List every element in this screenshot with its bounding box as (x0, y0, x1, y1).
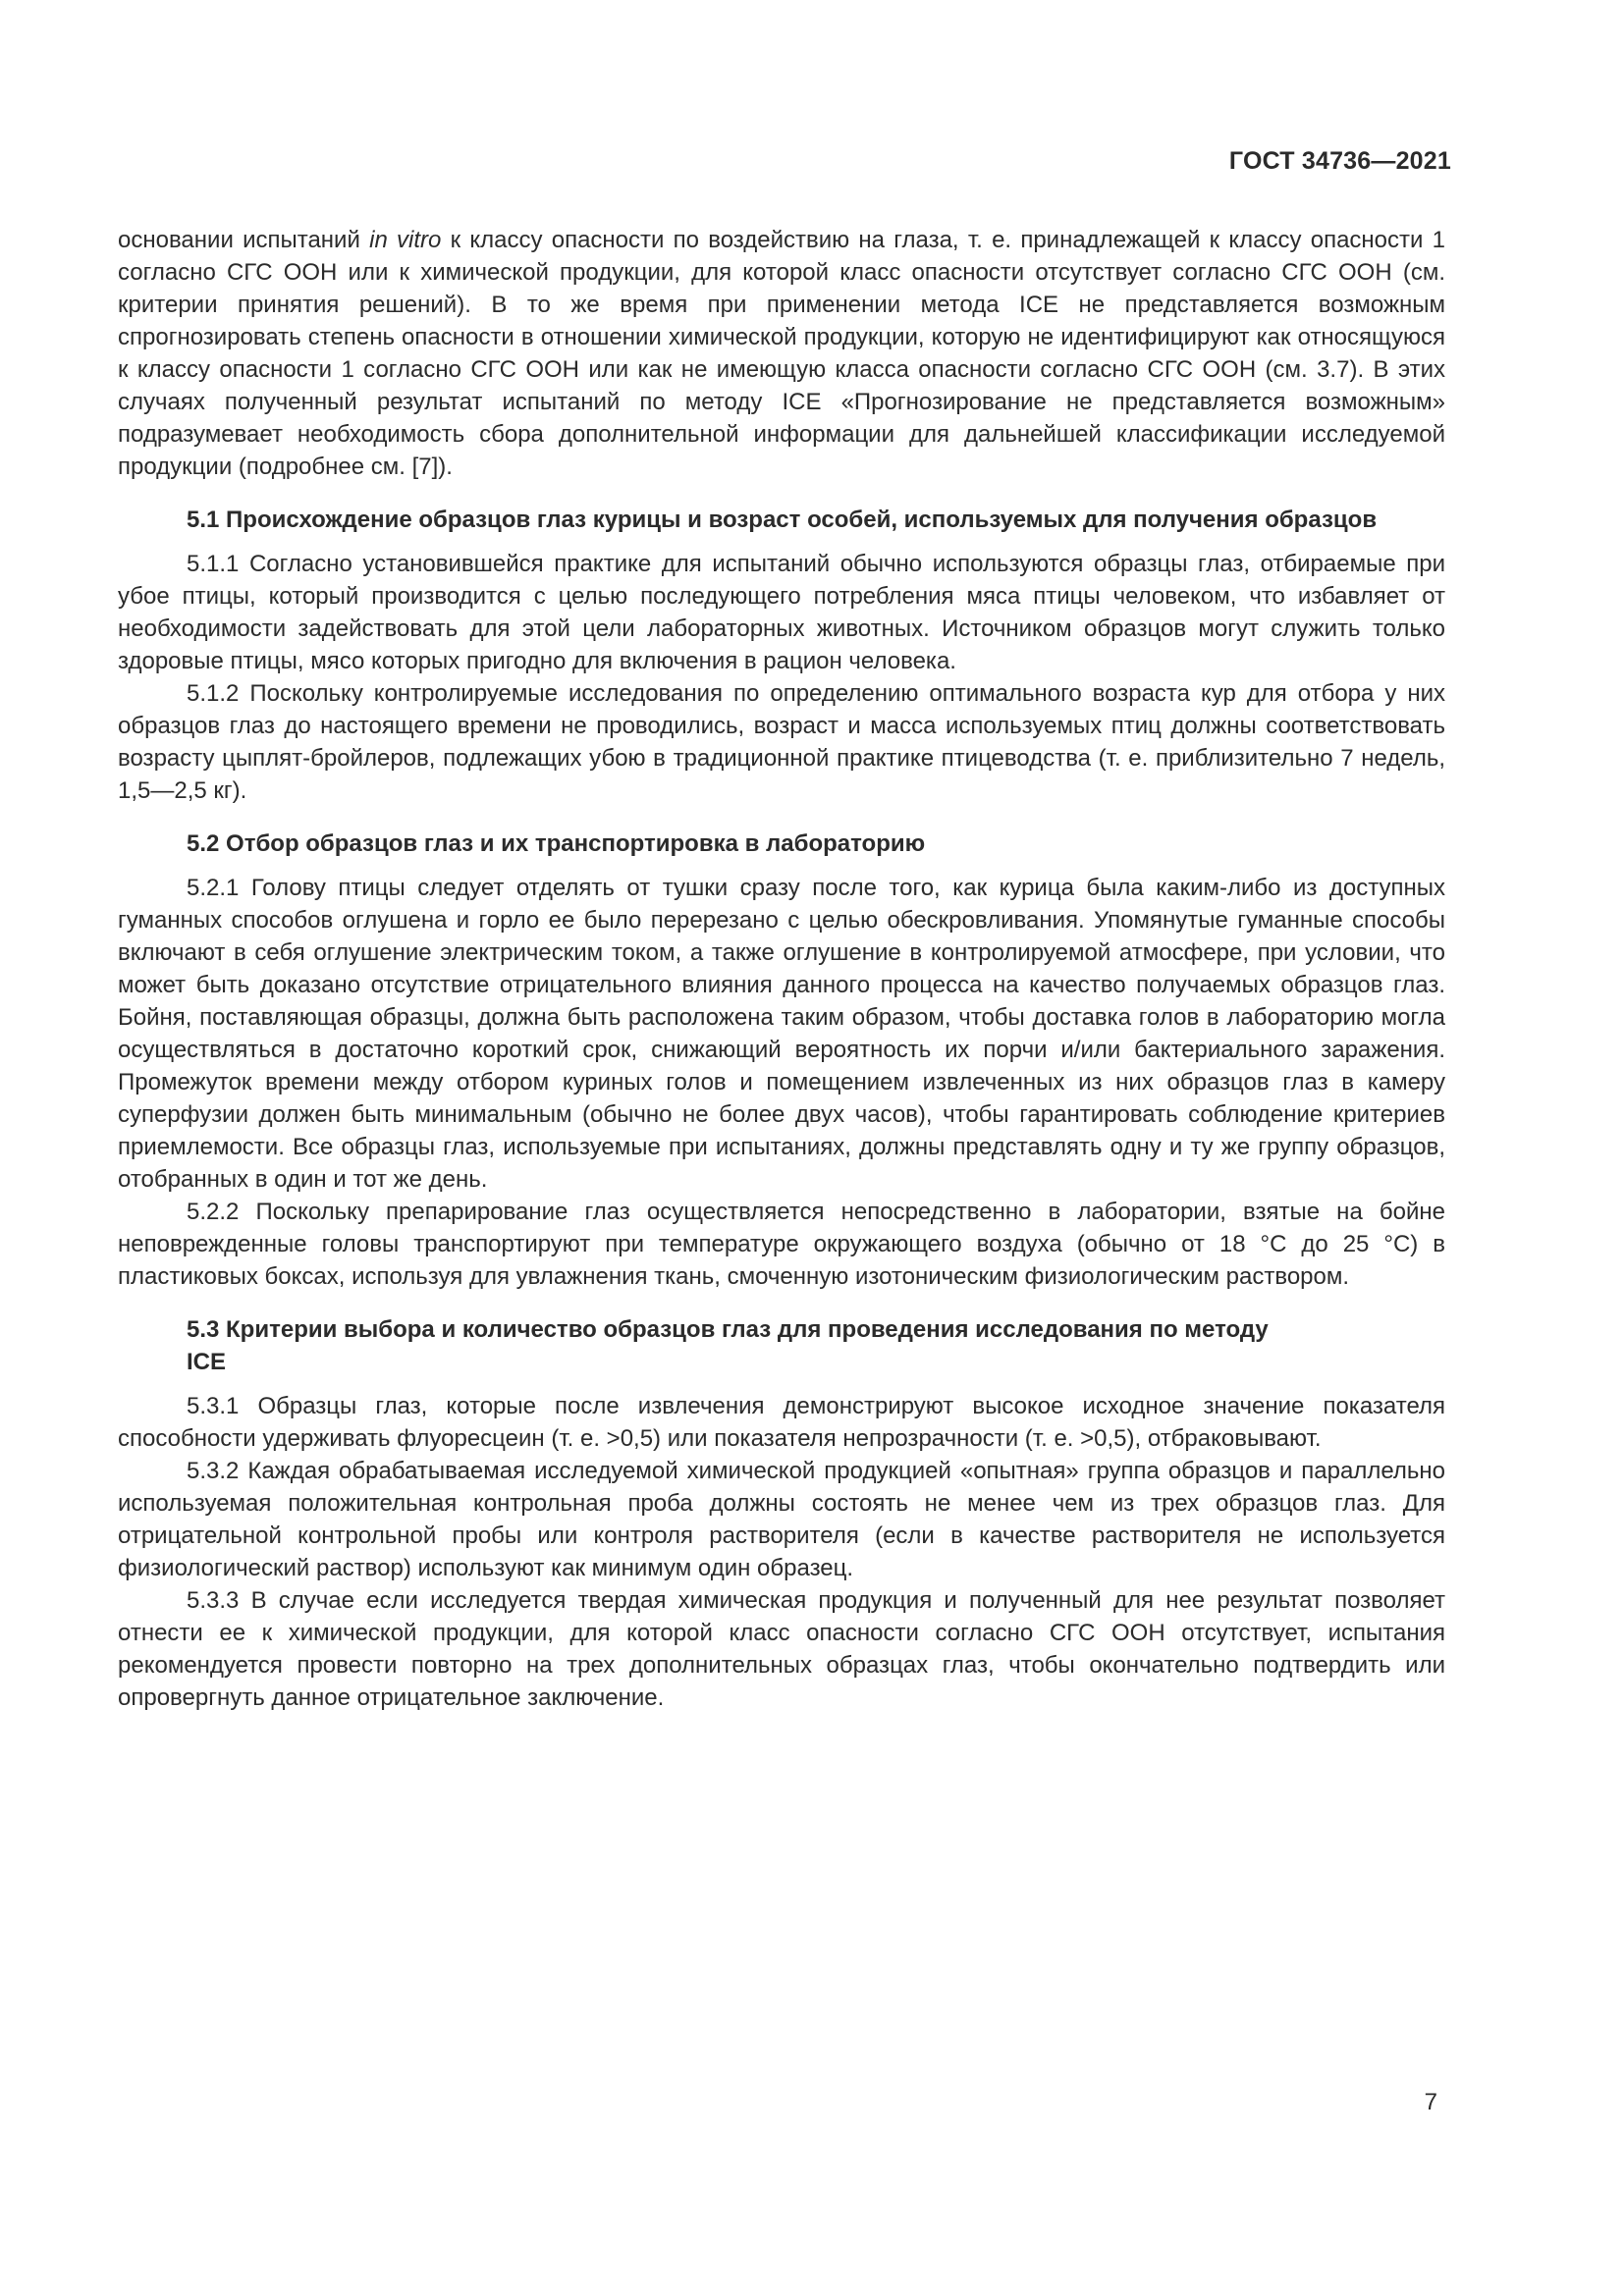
intro-paragraph (118, 224, 1445, 483)
paragraph-5-2-2: 5.2.2 Поскольку препарирование глаз осуществляется непосредственно в лаборатории, взятые на бойне неповрежденные головы транспортируют при температуре окружающего воздуха (обычно от 18 °С до 25 °С) в пластиковых боксах, используя для увлажнения ткань, смоченную изотоническим физиологическим раствором. (118, 1199, 1445, 1290)
page-number: 7 (1424, 2089, 1437, 2115)
intro-text-post: к классу опасности по воздействию на глаза, т. е. принадлежащей к классу опасности 1 согласно СГС ООН или к химической продукции, для которой класс опасности отсутствует согласно СГС ООН (см. критерии принятия решений). В то же время при применении метода ICE не представляется возможным спрогнозировать степень опасности в отношении химической продукции, которую не идентифицируют как относящуюся к классу опасности 1 согласно СГС ООН или как не имеющую класса опасности согласно СГС ООН (см. 3.7). В этих случаях полученный результат испытаний по методу ICE «Прогнозирование не представляется возможным» подразумевает необходимость сбора дополнительной информации для дальнейшей классификации исследуемой продукции (подробнее см. [7]). (118, 227, 1446, 480)
paragraph-5-1-2: 5.1.2 Поскольку контролируемые исследования по определению оптимального возраста кур для отбора у них образцов глаз до настоящего времени не проводились, возраст и масса используемых птиц должны соответствовать возрасту цыплят-бройлеров, подлежащих убою в традиционной практике птицеводства (т. е. приблизительно 7 недель, 1,5—2,5 кг). (118, 680, 1445, 804)
intro-text-italic: in vitro (369, 227, 442, 253)
intro-text-pre: основании испытаний (118, 227, 370, 253)
paragraph-5-3-1: 5.3.1 Образцы глаз, которые после извлечения демонстрируют высокое исходное значение показателя способности удерживать флуоресцеин (т. е. >0,5) или показателя непрозрачности (т. е. >0,5), отбраковывают. (118, 1393, 1445, 1452)
document-body (118, 224, 1445, 1714)
section-5-1-heading: 5.1 Происхождение образцов глаз курицы и возраст особей, используемых для получения образцов (187, 507, 1378, 533)
section-5-2-heading: 5.2 Отбор образцов глаз и их транспортировка в лабораторию (187, 830, 926, 857)
paragraph-5-3-2: 5.3.2 Каждая обрабатываемая исследуемой химической продукцией «опытная» группа образцов и параллельно используемая положительная контрольная проба должны состоять не менее чем из трех образцов глаз. Для отрицательной контрольной пробы или контроля растворителя (если в качестве растворителя не используется физиологический раствор) используют как минимум один образец. (118, 1458, 1445, 1581)
paragraph-5-1-1: 5.1.1 Согласно установившейся практике для испытаний обычно используются образцы глаз, отбираемые при убое птицы, который производится с целью последующего потребления мяса птицы человеком, что избавляет от необходимости задействовать для этой цели лабораторных животных. Источником образцов могут служить только здоровые птицы, мясо которых пригодно для включения в рацион человека. (118, 551, 1445, 674)
paragraph-5-2-1: 5.2.1 Голову птицы следует отделять от тушки сразу после того, как курица была каким-либо из доступных гуманных способов оглушена и горло ее было перерезано с целью обескровливания. Упомянутые гуманные способы включают в себя оглушение электрическим током, а также оглушение в контролируемой атмосфере, при условии, что может быть доказано отсутствие отрицательного влияния данного процесса на качество получаемых образцов глаз. Бойня, поставляющая образцы, должна быть расположена таким образом, чтобы доставка голов в лабораторию могла осуществляться в достаточно короткий срок, снижающий вероятность их порчи и/или бактериального заражения. Промежуток времени между отбором куриных голов и помещением извлеченных из них образцов глаз в камеру суперфузии должен быть минимальным (обычно не более двух часов), чтобы гарантировать соблюдение критериев приемлемости. Все образцы глаз, используемые при испытаниях, должны представлять одну и ту же группу образцов, отобранных в один и тот же день. (118, 875, 1445, 1193)
section-5-3-heading: 5.3 Критерии выбора и количество образцов глаз для проведения исследования по методу ICE (187, 1316, 1269, 1375)
document-code: ГОСТ 34736—2021 (1228, 147, 1451, 175)
paragraph-5-3-3: 5.3.3 В случае если исследуется твердая химическая продукция и полученный для нее результат позволяет отнести ее к химической продукции, для которой класс опасности согласно СГС ООН отсутствует, испытания рекомендуется провести повторно на трех дополнительных образцах глаз, чтобы окончательно подтвердить или опровергнуть данное отрицательное заключение. (118, 1587, 1445, 1711)
